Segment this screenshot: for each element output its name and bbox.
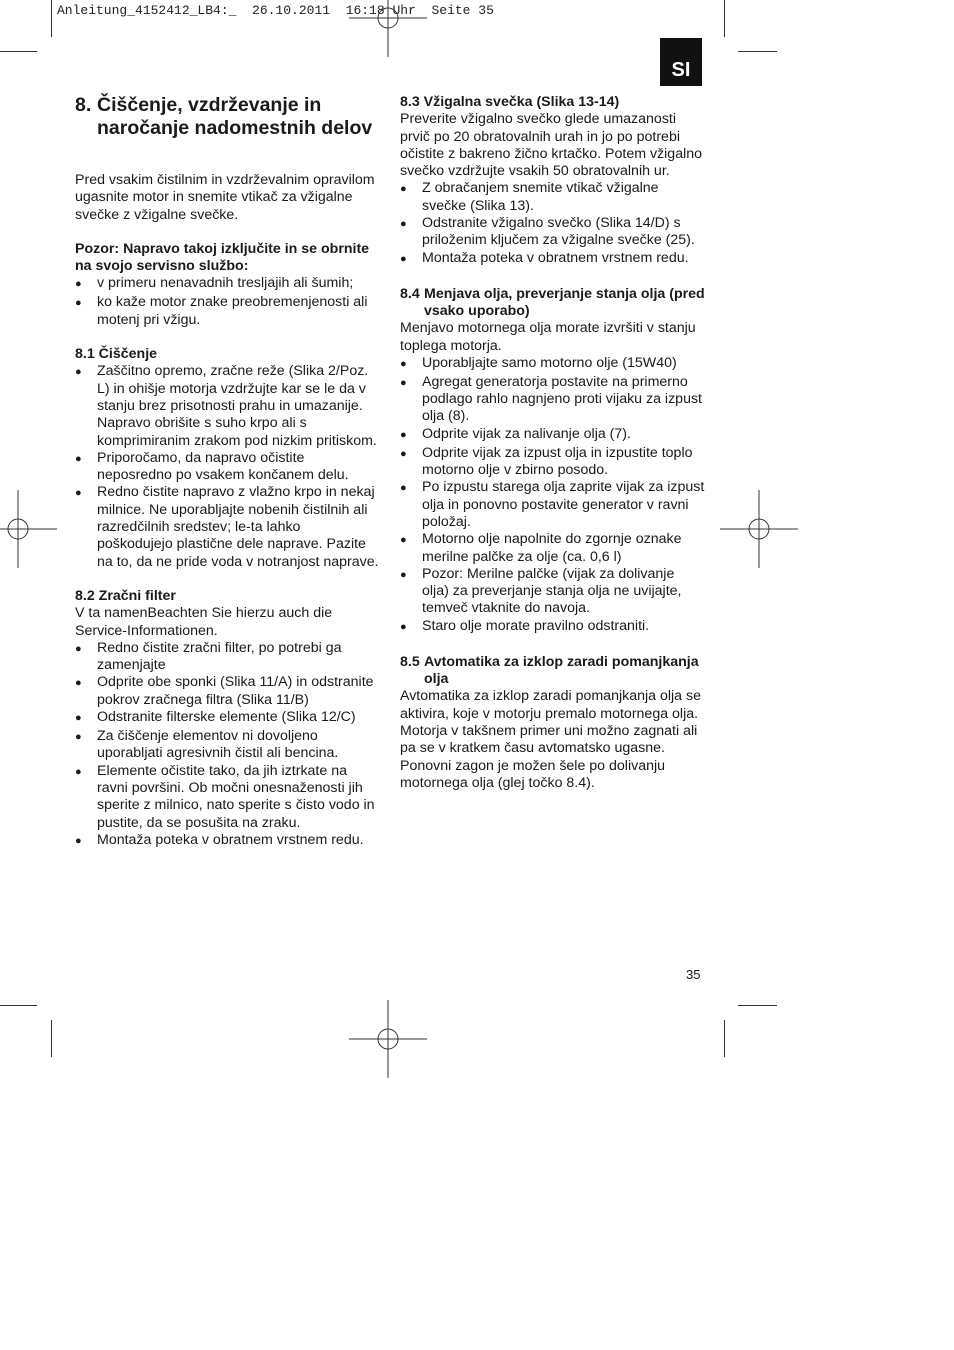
bullet-icon: ● — [400, 376, 407, 389]
air-filter-list — [75, 640, 380, 851]
spark-plug-list — [400, 180, 705, 268]
list-item: ● Montaža poteka v obratnem vrstnem redu. — [75, 832, 380, 851]
crop-mark — [724, 1020, 725, 1057]
bullet-icon: ● — [75, 452, 82, 465]
bullet-icon: ● — [75, 487, 82, 500]
bullet-icon: ● — [75, 712, 82, 725]
list-item: ● Odprite vijak za izpust olja in izpustite toplo motorno olje v zbirno posodo. — [400, 444, 693, 479]
section-title: 8. Čiščenje, vzdrževanje in naročanje nadomestnih delov — [75, 94, 373, 139]
list-item: ● Odprite obe sponki (Slika 11/A) in odstranite pokrov zračnega filtra (Slika 11/B) — [75, 674, 374, 708]
page-number: 35 — [686, 967, 701, 982]
registration-mark-icon — [0, 490, 57, 568]
bullet-icon: ● — [75, 677, 82, 690]
cleaning-list — [75, 363, 380, 571]
crop-mark — [0, 51, 37, 52]
bullet-icon: ● — [75, 834, 82, 847]
print-slug-line: Anleitung_4152412_LB4:_ 26.10.2011 16:18 Uhr Seite 35 — [57, 3, 494, 18]
list-item: ● Odstranite filterske elemente (Slika 12/C) — [75, 709, 380, 728]
list-item: ● Z obračanjem snemite vtikač vžigalne svečke (Slika 13). — [400, 180, 659, 214]
bullet-icon: ● — [400, 447, 407, 460]
oil-shutdown-paragraph: Avtomatika za izklop zaradi pomanjkanja olja se aktivira, koje v motorju premalo motornega olja. Motorja v takšnem primer uni možno zagnati ali pa se v kratkem času avtomatsko ugasne. Ponovni zagon je možen šele po dolivanju motornega olja (glej točko 8.4). — [400, 688, 701, 791]
bullet-icon: ● — [400, 482, 407, 495]
warning-list — [75, 275, 380, 329]
list-item: ● ko kaže motor znake preobremenjenosti ali motenj pri vžigu. — [75, 294, 368, 328]
air-filter-intro: V ta namenBeachten Sie hierzu auch die Service-Informationen. — [75, 605, 333, 639]
list-item: ● Pozor: Merilne palčke (vijak za dolivanje olja) za preverjanje stanja olja ne uvijajte, temveč vtaknite do navoja. — [400, 565, 682, 617]
oil-change-list — [400, 355, 705, 637]
left-column — [75, 94, 380, 851]
oil-change-intro: Menjavo motornega olja morate izvršiti v stanju toplega motorja. — [400, 320, 696, 354]
bullet-icon: ● — [400, 218, 407, 231]
crop-mark — [738, 1005, 777, 1006]
bullet-icon: ● — [400, 428, 407, 441]
list-item: ● Staro olje morate pravilno odstraniti. — [400, 618, 705, 637]
registration-mark-icon — [720, 490, 798, 568]
list-item: ● Po izpustu starega olja zaprite vijak za izpust olja in ponovno postavite generator v ravni položaj. — [400, 479, 705, 530]
list-item: ● Odprite vijak za nalivanje olja (7). — [400, 426, 705, 445]
list-item: ● Odstranite vžigalno svečko (Slika 14/D) s priloženim ključem za vžigalne svečke (25). — [400, 215, 695, 249]
bullet-icon: ● — [75, 731, 82, 744]
bullet-icon: ● — [400, 357, 407, 370]
bullet-icon: ● — [75, 278, 82, 291]
subsection-heading-8-5: 8.5 Avtomatika za izklop zaradi pomanjkanja olja — [400, 653, 699, 688]
list-item: ● Redno čistite napravo z vlažno krpo in nekaj milnice. Ne uporabljajte nobenih čistilnih ali razredčilnih sredstev; le-ta lahko poškodujejo plastične dele naprave. Pazite na to, da ne pride voda v notranjost naprave. — [75, 484, 379, 570]
crop-mark — [51, 1020, 52, 1057]
bullet-icon: ● — [75, 297, 82, 310]
list-item: ● Zaščitno opremo, zračne reže (Slika 2/Poz. L) in ohišje motorja vzdržujte kar se le da v stanju brez prisotnosti prahu in umazanije. Napravo obrišite s suho krpo ali s komprimiranim zrakom pod nizkim pritiskom. — [75, 363, 377, 449]
bullet-icon: ● — [400, 568, 407, 581]
list-item: ● Motorno olje napolnite do zgornje oznake merilne palčke za olje (ca. 0,6 l) — [400, 531, 682, 565]
list-item: ● Agregat generatorja postavite na primerno podlago rahlo nagnjeno proti vijaku za izpust olja (8). — [400, 373, 702, 425]
list-item: ● Za čiščenje elementov ni dovoljeno uporabljati agresivnih čistil ali bencina. — [75, 728, 339, 762]
right-column — [400, 94, 705, 792]
subsection-heading-8-2: 8.2 Zračni filter — [75, 587, 176, 604]
registration-mark-icon — [349, 0, 427, 57]
bullet-icon: ● — [400, 620, 407, 633]
list-item: ● Elemente očistite tako, da jih iztrkate na ravni površini. Ob močni onesnaženosti jih sperite z milnico, nato sperite s čisto vodo in pustite, da se posušita na zraku. — [75, 762, 375, 831]
crop-mark — [0, 1005, 37, 1006]
subsection-heading-8-4: 8.4 Menjava olja, preverjanje stanja olja (pred vsako uporabo) — [400, 285, 705, 319]
list-item: ● v primeru nenavadnih tresljajih ali šumih; — [75, 275, 380, 294]
bullet-icon: ● — [400, 252, 407, 265]
bullet-icon: ● — [75, 366, 82, 379]
bullet-icon: ● — [75, 765, 82, 778]
bullet-icon: ● — [75, 642, 82, 655]
intro-paragraph: Pred vsakim čistilnim in vzdrževalnim opravilom ugasnite motor in snemite vtikač za vžigalne svečke z vžigalne svečke. — [75, 172, 375, 223]
list-item: ● Priporočamo, da napravo očistite neposredno po vsakem končanem delu. — [75, 449, 349, 484]
list-item: ● Uporabljajte samo motorno olje (15W40) — [400, 355, 705, 374]
list-item: ● Redno čistite zračni filter, po potrebi ga zamenjajte — [75, 639, 342, 674]
bullet-icon: ● — [400, 534, 407, 547]
list-item: ● Montaža poteka v obratnem vrstnem redu. — [400, 250, 705, 269]
warning-paragraph: Pozor: Napravo takoj izključite in se obrnite na svojo servisno službo: — [75, 240, 370, 275]
registration-mark-icon — [349, 1000, 427, 1078]
crop-mark — [51, 0, 52, 37]
bullet-icon: ● — [400, 183, 407, 196]
crop-mark — [738, 51, 777, 52]
crop-mark — [724, 0, 725, 37]
language-tab: SI — [660, 38, 702, 86]
subsection-heading-8-3: 8.3 Vžigalna svečka (Slika 13-14) — [400, 94, 620, 110]
spark-plug-intro: Preverite vžigalno svečko glede umazanosti prvič po 20 obratovalnih urah in jo po potrebi očistite z bakreno žično krtačko. Potem vžigalno svečko vzdržujte vsakih 50 obratovalnih ur. — [400, 111, 703, 180]
subsection-heading-8-1: 8.1 Čiščenje — [75, 346, 158, 363]
